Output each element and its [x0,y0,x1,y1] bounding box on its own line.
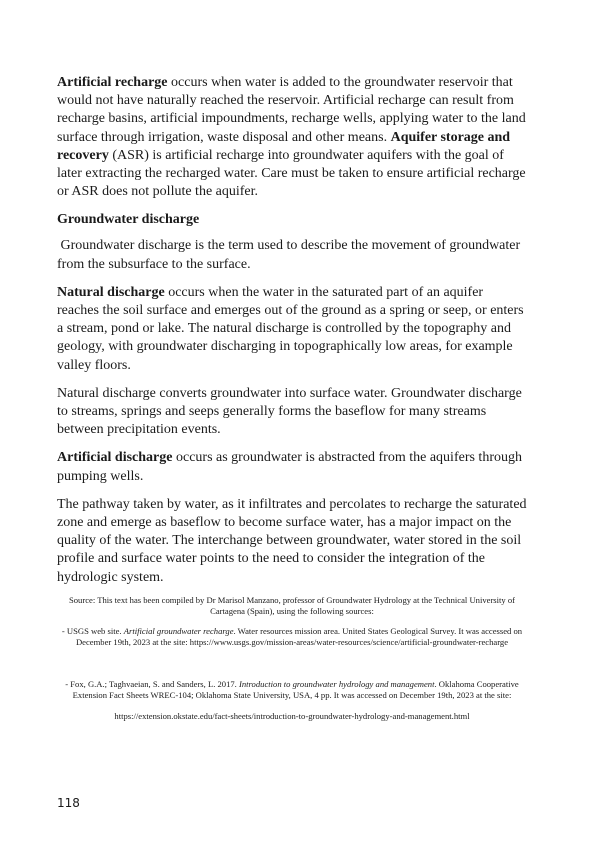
source-usgs [57,626,527,649]
source-fox-url: https://extension.okstate.edu/fact-sheets/introduction-to-groundwater-hydrology-and-management.html [114,711,470,722]
term-artificial-discharge: Artificial discharge [57,450,173,466]
source-text: . Oklahoma Cooperative Extension Fact Sheets WREC-104; Oklahoma State University, USA, 4 pp. It was accessed on December 19th, 2023 at the site: [72,678,519,700]
paragraph-text: occurs when the water in the saturated part of an aquifer reaches the soil surface and emerges out of the ground as a spring or seep, or enters a stream, pond or lake. The natural discharge is controlled by the topography and geology, with groundwater discharging in topographically low areas, for example valley floors. [57,284,524,373]
paragraph-surface-water: Natural discharge converts groundwater into surface water. Groundwater discharge to streams, springs and seeps generally forms the baseflow for many streams between precipitation events. [57,385,522,438]
section-heading: Groundwater discharge [57,212,200,228]
term-aquifer-storage-recovery: Aquifer storage and recovery [57,129,511,163]
term-natural-discharge: Natural discharge [57,284,165,300]
source-intro: Source: This text has been compiled by Dr Marisol Manzano, professor of Groundwater Hydrology at the Technical University of Cartagena (Spain), using the following sources: [68,594,516,617]
page-body [57,74,527,723]
paragraph-artificial-discharge [57,449,527,485]
paragraph-artificial-recharge [57,74,527,201]
source-title: Artificial groundwater recharge [123,625,234,636]
source-text: - USGS web site. [61,625,124,636]
paragraph-pathway: The pathway taken by water, as it infiltrates and percolates to recharge the saturated zone and emerge as baseflow to become surface water, has a major impact on the quality of the water. The interchange between groundwater, water stored in the soil profile and surface water points to the need to consider the integration of the hydrologic system. [57,496,527,585]
paragraph-text: (ASR) is artificial recharge into groundwater aquifers with the goal of later extracting the recharged water. Care must be taken to ensure artificial recharge or ASR does not pollute the aquifer. [57,147,526,200]
page-number: 118 [57,796,80,810]
source-fox [57,679,527,702]
paragraph-text: occurs as groundwater is abstracted from the aquifers through pumping wells. [57,450,522,484]
source-text: . Water resources mission area. United States Geological Survey. It was accessed on December 19th, 2023 at the site: https://www.usgs.gov/mission-areas/water-resources/science/artificial-groundwater-recharge [75,625,523,648]
paragraph-natural-discharge [57,284,527,375]
term-artificial-recharge: Artificial recharge [57,75,168,90]
source-title: Introduction to groundwater hydrology and management [238,678,435,689]
paragraph-discharge-definition: Groundwater discharge is the term used to describe the movement of groundwater from the subsurface to the surface. [57,238,524,272]
source-text: - Fox, G.A.; Taghvaeian, S. and Sanders, L. 2017. [65,678,239,689]
paragraph-text: occurs when water is added to the groundwater reservoir that would not have naturally reached the reservoir. Artificial recharge can result from recharge basins, artificial impoundments, recharge wells, applying water to the land surface through irrigation, waste disposal and other means. [57,75,526,145]
